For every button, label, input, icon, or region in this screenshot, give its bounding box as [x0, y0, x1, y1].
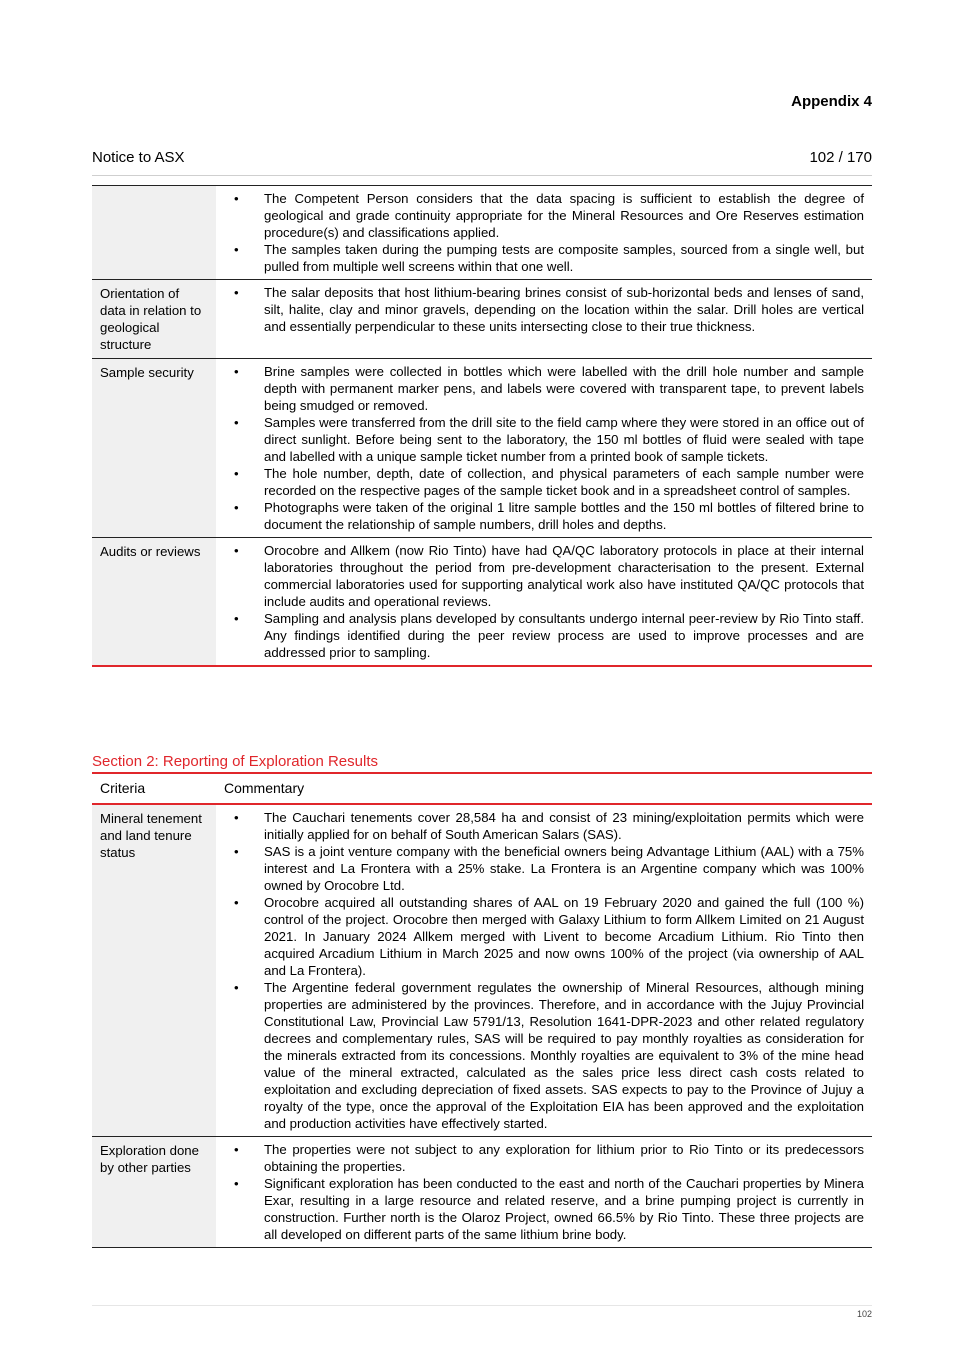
bullet-item: • Sampling and analysis plans developed by consultants undergo internal peer-review by Rio Tinto staff. Any findings identified during the peer review process are used to improve processes and are addressed prior to sampling.: [264, 610, 864, 661]
commentary-header: Commentary: [216, 773, 872, 804]
section2-heading: Section 2: Reporting of Exploration Results: [92, 753, 378, 770]
bullet-item: • Samples were transferred from the drill site to the field camp where they were stored in an office out of direct sunlight. Before being sent to the laboratory, the 150 ml bottles of fluid were sealed with tape and labelled with a unique sample ticket number from a printed book of sample tickets.: [264, 414, 864, 465]
commentary-cell: [216, 538, 872, 667]
criteria-cell: Exploration done by other parties: [92, 1137, 216, 1248]
bullet-item: • The samples taken during the pumping tests are composite samples, sourced from a single well, but pulled from multiple well screens within that one well.: [264, 241, 864, 275]
header-divider: [92, 175, 872, 176]
commentary-cell: [216, 359, 872, 538]
notice-title: Notice to ASX: [92, 149, 185, 166]
table-row: [92, 186, 872, 280]
table-row: [92, 359, 872, 538]
bullet-item: • SAS is a joint venture company with the beneficial owners being Advantage Lithium (AAL) with a 75% interest and La Frontera with a 25% stake. La Frontera is an Argentine company which was 100% owned by Orocobre Ltd.: [264, 843, 864, 894]
criteria-header: Criteria: [92, 773, 216, 804]
bullet-item: • The Cauchari tenements cover 28,584 ha and consist of 23 mining/exploitation permits which were initially applied for on behalf of South American Salars (SAS).: [264, 809, 864, 843]
criteria-cell: Audits or reviews: [92, 538, 216, 667]
table-row: [92, 1137, 872, 1248]
bullet-item: • The hole number, depth, date of collection, and physical parameters of each sample number were recorded on the respective pages of the sample ticket book and in a spreadsheet control of samples.: [264, 465, 864, 499]
bullet-item: • Orocobre and Allkem (now Rio Tinto) have had QA/QC laboratory protocols in place at their internal laboratories throughout the period from pre-development characterisation to the present. External commercial laboratories used for supporting analytical work also have instituted QA/QC protocols that include audits and operational reviews.: [264, 542, 864, 610]
criteria-cell: Sample security: [92, 359, 216, 538]
section1-table: [92, 185, 872, 667]
appendix-label: Appendix 4: [791, 93, 872, 110]
bullet-item: • The Competent Person considers that the data spacing is sufficient to establish the degree of geological and grade continuity appropriate for the Mineral Resources and Ore Reserves estimation procedure(s) and classifications applied.: [264, 190, 864, 241]
bullet-item: • The salar deposits that host lithium-bearing brines consist of sub-horizontal beds and lenses of sand, silt, halite, clay and minor gravels, depending on the location within the salar. Drill holes are vertical and essentially perpendicular to these units intersecting close to their true thickness.: [264, 284, 864, 335]
table-row: [92, 280, 872, 359]
bullet-item: • Significant exploration has been conducted to the east and north of the Cauchari properties by Minera Exar, resulting in a large resource and related reserve, and a brine pumping project is currently in construction. Further north is the Olaroz Project, owned 66.5% by Rio Tinto. These three projects are all developed on different parts of the same lithium brine body.: [264, 1175, 864, 1243]
table-header-row: [92, 773, 872, 804]
page-of-count: 102 / 170: [809, 149, 872, 166]
footer-divider: [92, 1305, 872, 1306]
bullet-item: • Brine samples were collected in bottles which were labelled with the drill hole number and sample depth with permanent marker pens, and labels were covered with transparent tape, to prevent labels being smudged or removed.: [264, 363, 864, 414]
table-row: [92, 538, 872, 667]
commentary-cell: [216, 186, 872, 280]
commentary-cell: [216, 280, 872, 359]
criteria-cell: Mineral tenement and land tenure status: [92, 804, 216, 1137]
section2-table: [92, 772, 872, 1248]
bullet-item: • Photographs were taken of the original 1 litre sample bottles and the 150 ml bottles of filtered brine to document the relationship of sample numbers, drill holes and depths.: [264, 499, 864, 533]
commentary-cell: [216, 804, 872, 1137]
bullet-item: • Orocobre acquired all outstanding shares of AAL on 19 February 2020 and gained the full (100 %) control of the project. Orocobre then merged with Galaxy Lithium to form Allkem Limited on 21 August 2021. In January 2024 Allkem merged with Livent to become Arcadium Lithium. Rio Tinto then acquired Arcadium Lithium in March 2025 and now owns 100% of the project (via ownership of AAL and La Frontera).: [264, 894, 864, 979]
criteria-cell: Orientation of data in relation to geological structure: [92, 280, 216, 359]
commentary-cell: [216, 1137, 872, 1248]
bullet-item: • The Argentine federal government regulates the ownership of Mineral Resources, although mining properties are administered by the provinces. Therefore, and in accordance with the Jujuy Provincial Constitutional Law, Provincial Law 5791/13, Resolution 1641-DPR-2023 and other related regulatory decrees and complementary rules, SAS will be required to pay monthly royalties as consideration for the minerals extracted from its concessions. Monthly royalties are equivalent to 3% of the mine head value of the mineral extracted, calculated as the sales price less direct cash costs related to exploitation and excluding depreciation of fixed assets. SAS expects to pay to the Province of Jujuy a royalty of the type, once the approval of the Exploitation EIA has been approved and the exploitation and production activities have effectively started.: [264, 979, 864, 1132]
bullet-item: • The properties were not subject to any exploration for lithium prior to Rio Tinto or its predecessors obtaining the properties.: [264, 1141, 864, 1175]
criteria-cell: [92, 186, 216, 280]
table-row: [92, 804, 872, 1137]
page-number: 102: [856, 1309, 872, 1319]
